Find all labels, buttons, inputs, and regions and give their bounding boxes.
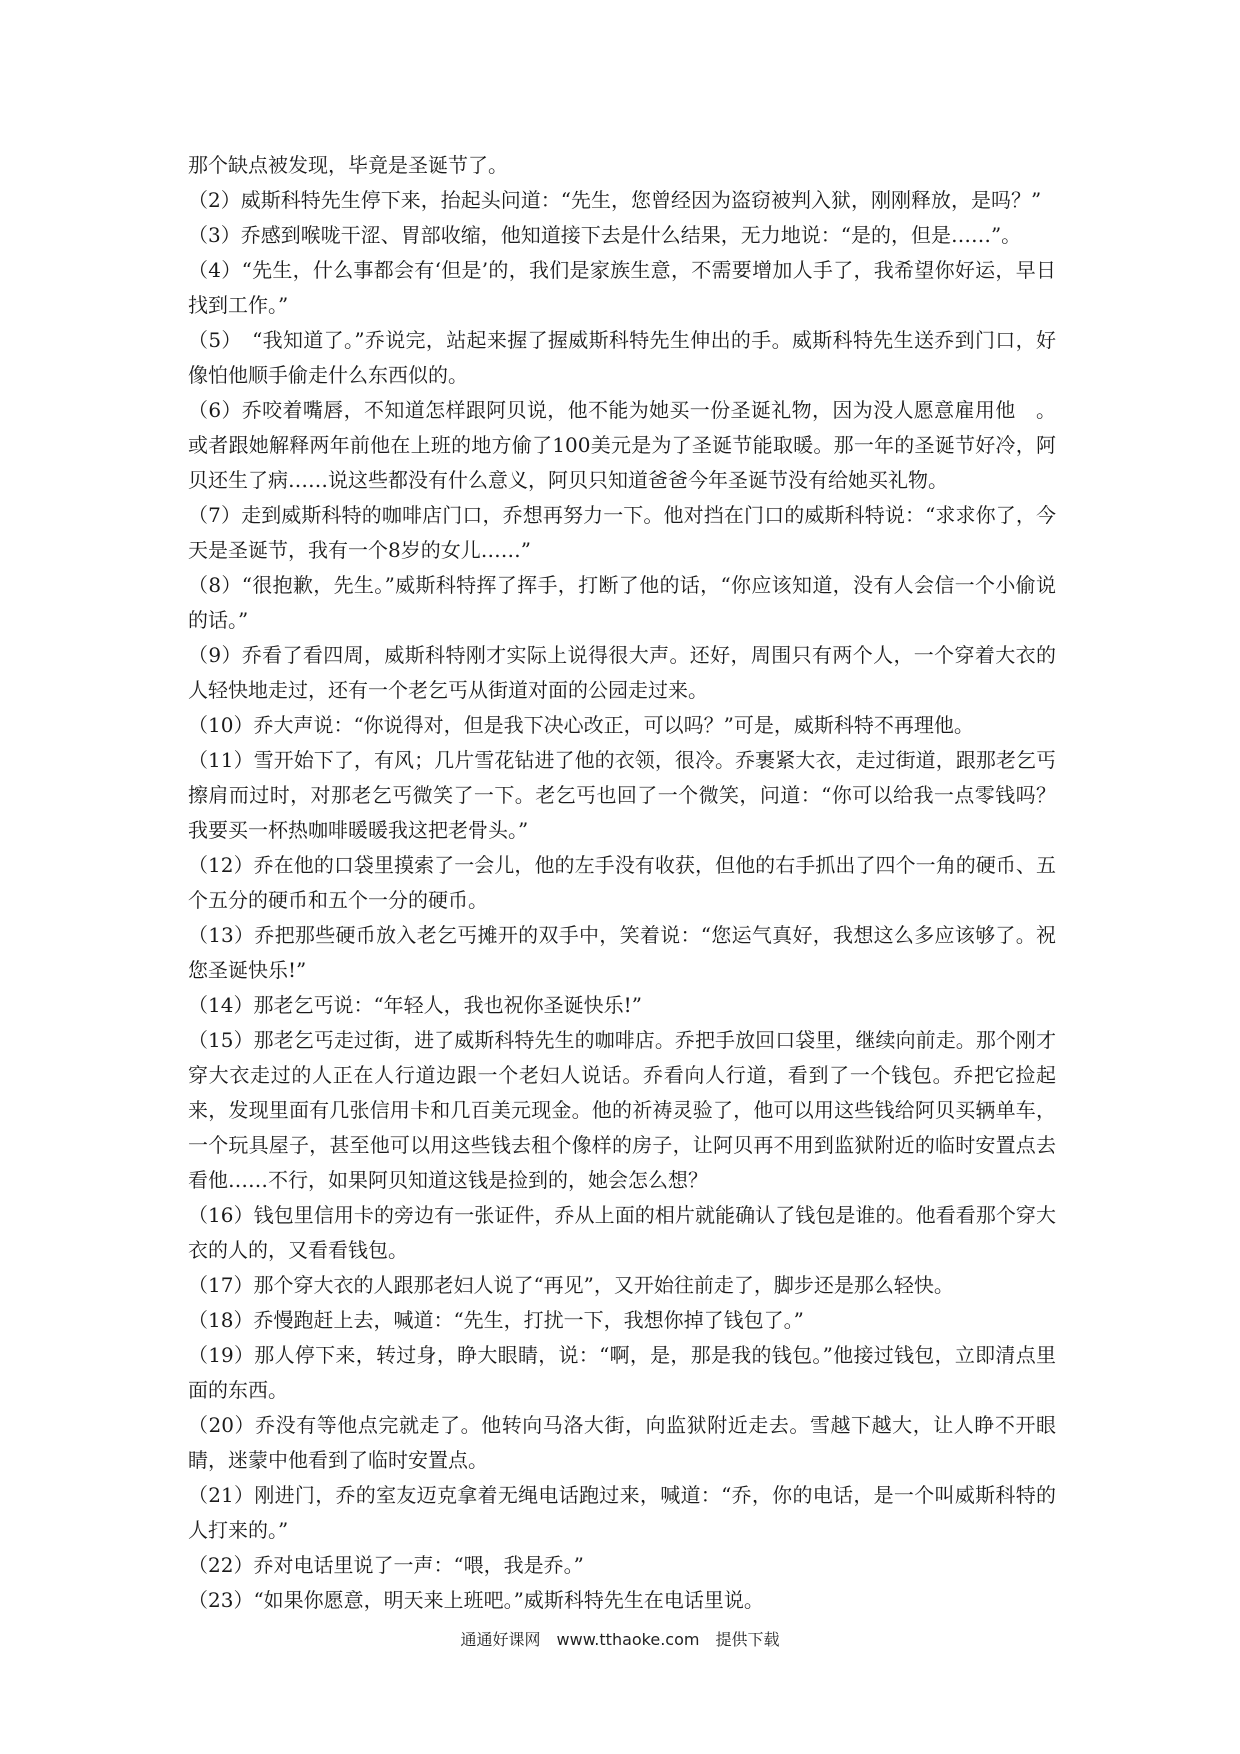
paragraph-4: （4）“先生，什么事都会有‘但是’的，我们是家族生意，不需要增加人手了，我希望你好运，早日找到工作。” (188, 258, 1056, 317)
paragraph-23: （23）“如果你愿意，明天来上班吧。”威斯科特先生在电话里说。 (188, 1588, 764, 1612)
paragraph-22: （22）乔对电话里说了一声：“喂，我是乔。” (188, 1553, 584, 1577)
paragraph-20: （20）乔没有等他点完就走了。他转向马洛大街，向监狱附近走去。雪越下越大，让人睁不开眼睛，迷蒙中他看到了临时安置点。 (188, 1413, 1056, 1472)
paragraph-1: 那个缺点被发现，毕竟是圣诞节了。 (188, 153, 508, 177)
paragraph-3: （3）乔感到喉咙干涩、胃部收缩，他知道接下去是什么结果，无力地说：“是的，但是……”。 (188, 223, 1022, 247)
paragraph-15: （15）那老乞丐走过街，进了威斯科特先生的咖啡店。乔把手放回口袋里，继续向前走。那个刚才穿大衣走过的人正在人行道边跟一个老妇人说话。乔看向人行道，看到了一个钱包。乔把它捡起来，发现里面有几张信用卡和几百美元现金。他的祈祷灵验了，他可以用这些钱给阿贝买辆单车，一个玩具屋子，甚至他可以用这些钱去租个像样的房子，让阿贝再不用到监狱附近的临时安置点去看他……不行，如果阿贝知道这钱是捡到的，她会怎么想？ (188, 1028, 1056, 1192)
paragraph-8: （8）“很抱歉，先生。”威斯科特挥了挥手，打断了他的话，“你应该知道，没有人会信一个小偷说的话。” (188, 573, 1056, 632)
paragraph-11: （11）雪开始下了，有风；几片雪花钻进了他的衣领，很冷。乔裹紧大衣，走过街道，跟那老乞丐擦肩而过时，对那老乞丐微笑了一下。老乞丐也回了一个微笑，问道：“你可以给我一点零钱吗？我要买一杯热咖啡暖暖我这把老骨头。” (188, 748, 1056, 842)
paragraph-10: （10）乔大声说：“你说得对，但是我下决心改正，可以吗？”可是，威斯科特不再理他。 (188, 713, 974, 737)
paragraph-21: （21）刚进门，乔的室友迈克拿着无绳电话跑过来，喊道：“乔，你的电话，是一个叫威斯科特的人打来的。” (188, 1483, 1056, 1542)
paragraph-2: （2）威斯科特先生停下来，抬起头问道：“先生，您曾经因为盗窃被判入狱，刚刚释放，是吗？” (188, 188, 1042, 212)
paragraph-19: （19）那人停下来，转过身，睁大眼睛，说：“啊，是，那是我的钱包。”他接过钱包，立即清点里面的东西。 (188, 1343, 1056, 1402)
paragraph-13: （13）乔把那些硬币放入老乞丐摊开的双手中，笑着说：“您运气真好，我想这么多应该够了。祝您圣诞快乐!” (188, 923, 1056, 982)
paragraph-5: （5） “我知道了。”乔说完，站起来握了握威斯科特先生伸出的手。威斯科特先生送乔到门口，好像怕他顺手偷走什么东西似的。 (188, 328, 1056, 387)
paragraph-6: （6）乔咬着嘴唇，不知道怎样跟阿贝说，他不能为她买一份圣诞礼物，因为没人愿意雇用他 。或者跟她解释两年前他在上班的地方偷了100美元是为了圣诞节能取暖。那一年的圣诞节好冷，阿贝还生了病……说这些都没有什么意义，阿贝只知道爸爸今年圣诞节没有给她买礼物。 (188, 398, 1056, 492)
document-body (188, 148, 1056, 1618)
page-footer: 通通好课网 www.tthaoke.com 提供下载 (460, 1630, 780, 1649)
paragraph-18: （18）乔慢跑赶上去，喊道：“先生，打扰一下，我想你掉了钱包了。” (188, 1308, 804, 1332)
paragraph-14: （14）那老乞丐说：“年轻人，我也祝你圣诞快乐!” (188, 993, 642, 1017)
paragraph-16: （16）钱包里信用卡的旁边有一张证件，乔从上面的相片就能确认了钱包是谁的。他看看那个穿大衣的人的，又看看钱包。 (188, 1203, 1056, 1262)
paragraph-12: （12）乔在他的口袋里摸索了一会儿，他的左手没有收获，但他的右手抓出了四个一角的硬币、五个五分的硬币和五个一分的硬币。 (188, 853, 1056, 912)
paragraph-7: （7）走到威斯科特的咖啡店门口，乔想再努力一下。他对挡在门口的威斯科特说：“求求你了，今天是圣诞节，我有一个8岁的女儿……” (188, 503, 1056, 562)
paragraph-9: （9）乔看了看四周，威斯科特刚才实际上说得很大声。还好，周围只有两个人，一个穿着大衣的人轻快地走过，还有一个老乞丐从街道对面的公园走过来。 (188, 643, 1056, 702)
paragraph-17: （17）那个穿大衣的人跟那老妇人说了“再见”，又开始往前走了，脚步还是那么轻快。 (188, 1273, 954, 1297)
